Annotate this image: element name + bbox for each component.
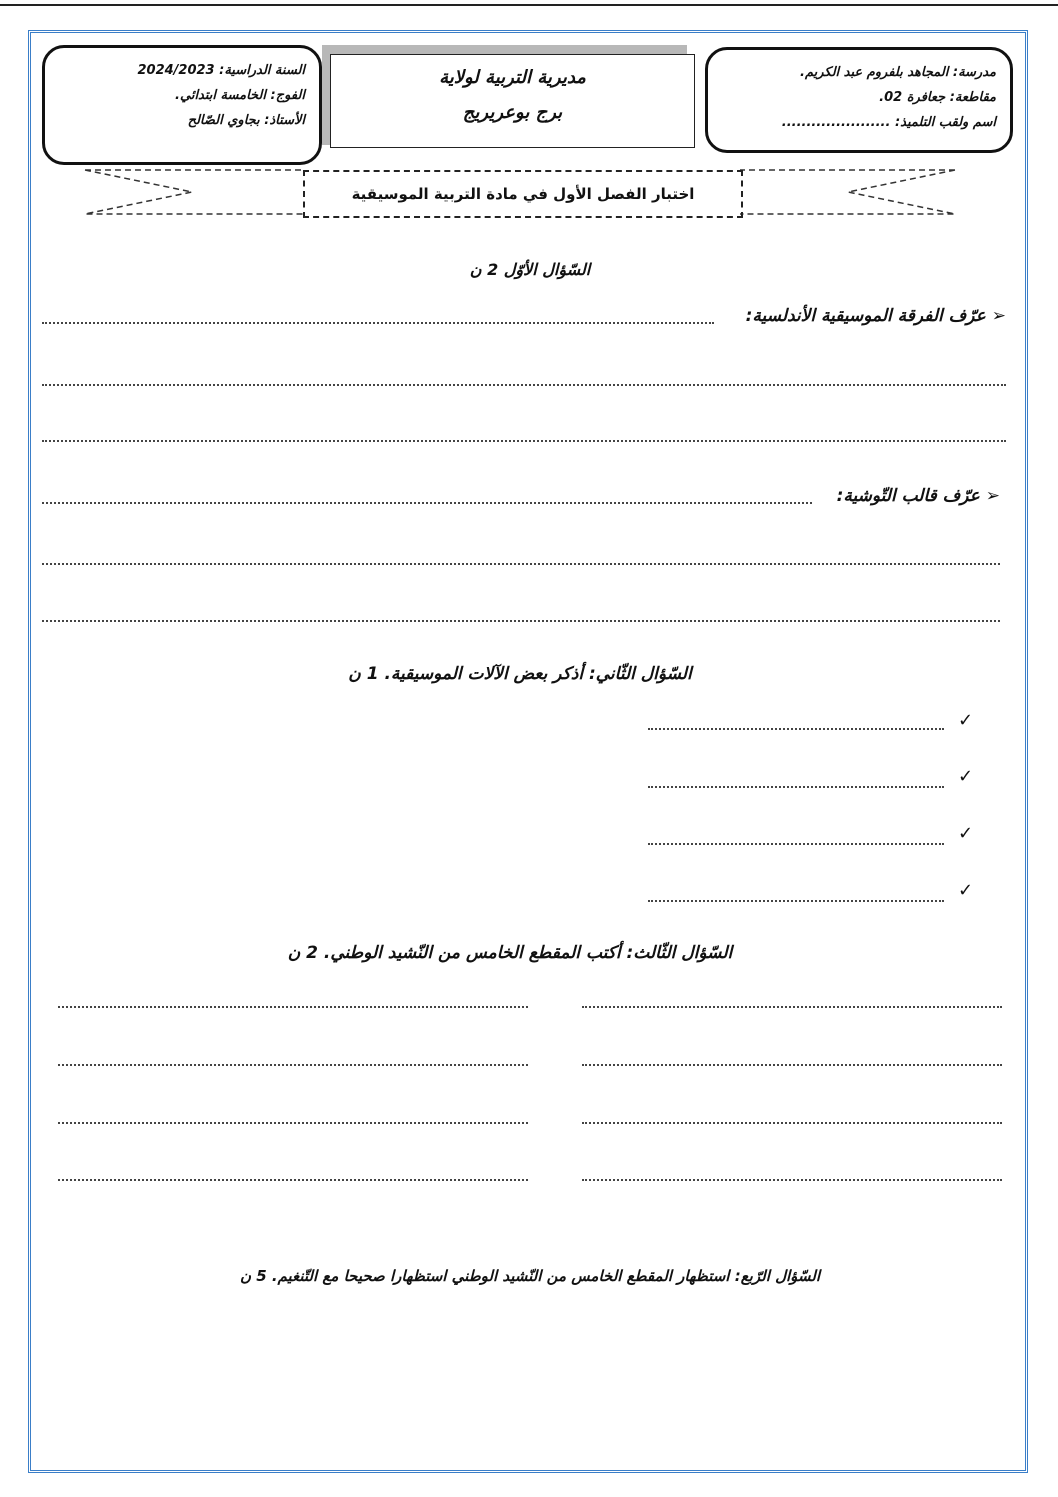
answer-line[interactable] (58, 1006, 528, 1008)
directorate-line1: مديرية التربية لولاية (439, 67, 586, 88)
q2-title: السّؤال الثّاني: أذكر بعض الآلات الموسيقية. 1 ن (348, 664, 692, 684)
q3-title: السّؤال الثّالث: أكتب المقطع الخامس من النّشيد الوطني. 2 ن (287, 943, 733, 963)
q4-title: السّؤال الرّبع: استظهار المقطع الخامس من النّشيد الوطني استظهارا صحيحا مع التّنغيم. 5 ن (239, 1267, 821, 1285)
answer-line[interactable] (648, 786, 944, 788)
q1-item-1: ➢ عرّف الفرقة الموسيقية الأندلسية: (745, 306, 1006, 326)
q1-item-2-text: عرّف قالب التّوشية: (836, 486, 980, 506)
answer-line[interactable] (42, 322, 714, 324)
student-name-field[interactable]: اسم ولقب التلميذ: ...................... (781, 115, 996, 130)
school-name: مدرسة: المجاهد بلفروم عبد الكريم. (800, 65, 996, 80)
directorate-line2: برج بوعريريج (462, 102, 563, 123)
answer-line[interactable] (648, 843, 944, 845)
answer-line[interactable] (42, 502, 812, 504)
top-rule (0, 4, 1058, 6)
class-level: الفوج: الخامسة ابتدائي. (175, 88, 305, 103)
answer-line[interactable] (582, 1064, 1002, 1066)
answer-line[interactable] (648, 728, 944, 730)
answer-line[interactable] (42, 563, 1000, 565)
school-year: السنة الدراسية: 2024/2023 (137, 63, 305, 78)
q1-item-1-text: عرّف الفرقة الموسيقية الأندلسية: (745, 306, 986, 326)
answer-line[interactable] (42, 384, 1006, 386)
class-info-box (42, 45, 322, 165)
q1-title: السّؤال الأوّل 2 ن (469, 260, 591, 279)
answer-line[interactable] (58, 1122, 528, 1124)
answer-line[interactable] (582, 1179, 1002, 1181)
checkmark-icon: ✓ (958, 880, 974, 901)
answer-line[interactable] (42, 440, 1006, 442)
directorate-box (330, 54, 695, 148)
checkmark-icon: ✓ (958, 823, 974, 844)
answer-line[interactable] (58, 1064, 528, 1066)
exam-title: اختبار الفصل الأول في مادة التربية الموسيقية (303, 170, 743, 218)
checkmark-icon: ✓ (958, 766, 974, 787)
answer-line[interactable] (582, 1122, 1002, 1124)
answer-line[interactable] (42, 620, 1000, 622)
checkmark-icon: ✓ (958, 710, 974, 731)
teacher-name: الأستاذ: بجاوي الصّالح (187, 113, 305, 128)
school-info-box (705, 47, 1013, 153)
answer-line[interactable] (582, 1006, 1002, 1008)
answer-line[interactable] (648, 900, 944, 902)
q1-item-2: ➢ عرّف قالب التّوشية: (836, 486, 1000, 506)
answer-line[interactable] (58, 1179, 528, 1181)
district: مقاطعة: جعافرة 02. (879, 90, 996, 105)
page-frame (28, 30, 1028, 1473)
